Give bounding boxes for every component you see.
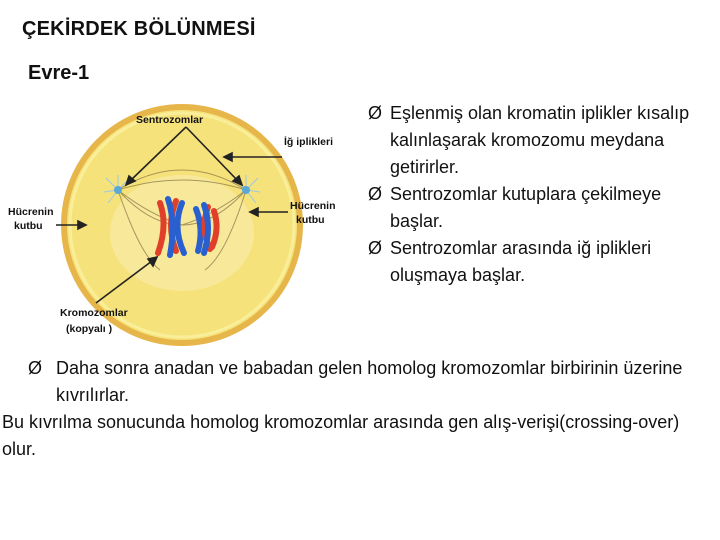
label-hucrenin-right-1: Hücrenin: [290, 200, 336, 212]
arrow-bullet-icon: Ø: [368, 103, 383, 123]
right-bullet-text: Eşlenmiş olan kromatin iplikler kısalıp kalınlaşarak kromozomu meydana getirirler.: [390, 103, 690, 177]
bottom-bullet-item: [28, 355, 698, 409]
right-bullet-item: [368, 181, 708, 235]
page-subtitle: Evre-1: [28, 62, 90, 84]
label-sentrozomlar: Sentrozomlar: [136, 114, 204, 126]
right-bullet-list: [368, 100, 708, 289]
cell-division-diagram: [0, 95, 365, 350]
cell-diagram-svg: [0, 95, 365, 350]
nucleus-zone: [110, 175, 254, 291]
label-hucrenin-left-1: Hücrenin: [8, 206, 54, 218]
bottom-bullet-text: Daha sonra anadan ve babadan gelen homolog kromozomlar birbirinin üzerine kıvrılırlar.: [56, 358, 683, 405]
label-kromozomlar-2: (kopyalı ): [66, 323, 113, 335]
label-kutbu-right-2: kutbu: [296, 214, 325, 226]
arrow-bullet-icon: Ø: [28, 358, 43, 378]
label-ig-iplikleri: İğ iplikleri: [284, 136, 334, 148]
label-kromozomlar-1: Kromozomlar: [60, 307, 128, 319]
arrow-bullet-icon: Ø: [368, 238, 383, 258]
chromosome-pair-left: [158, 199, 184, 255]
bottom-text-block: [2, 355, 698, 463]
right-bullet-item: [368, 235, 708, 289]
right-bullet-text: Sentrozomlar kutuplara çekilmeye başlar.: [390, 184, 662, 231]
label-kutbu-left-2: kutbu: [14, 220, 43, 232]
page-title: ÇEKİRDEK BÖLÜNMESİ: [22, 18, 256, 40]
arrow-bullet-icon: Ø: [368, 184, 383, 204]
bottom-paragraph: Bu kıvrılma sonucunda homolog kromozomlar arasında gen alış-verişi(crossing-over) olur.: [2, 412, 680, 459]
right-bullet-text: Sentrozomlar arasında iğ iplikleri oluşmaya başlar.: [390, 238, 652, 285]
right-bullet-item: [368, 100, 708, 181]
